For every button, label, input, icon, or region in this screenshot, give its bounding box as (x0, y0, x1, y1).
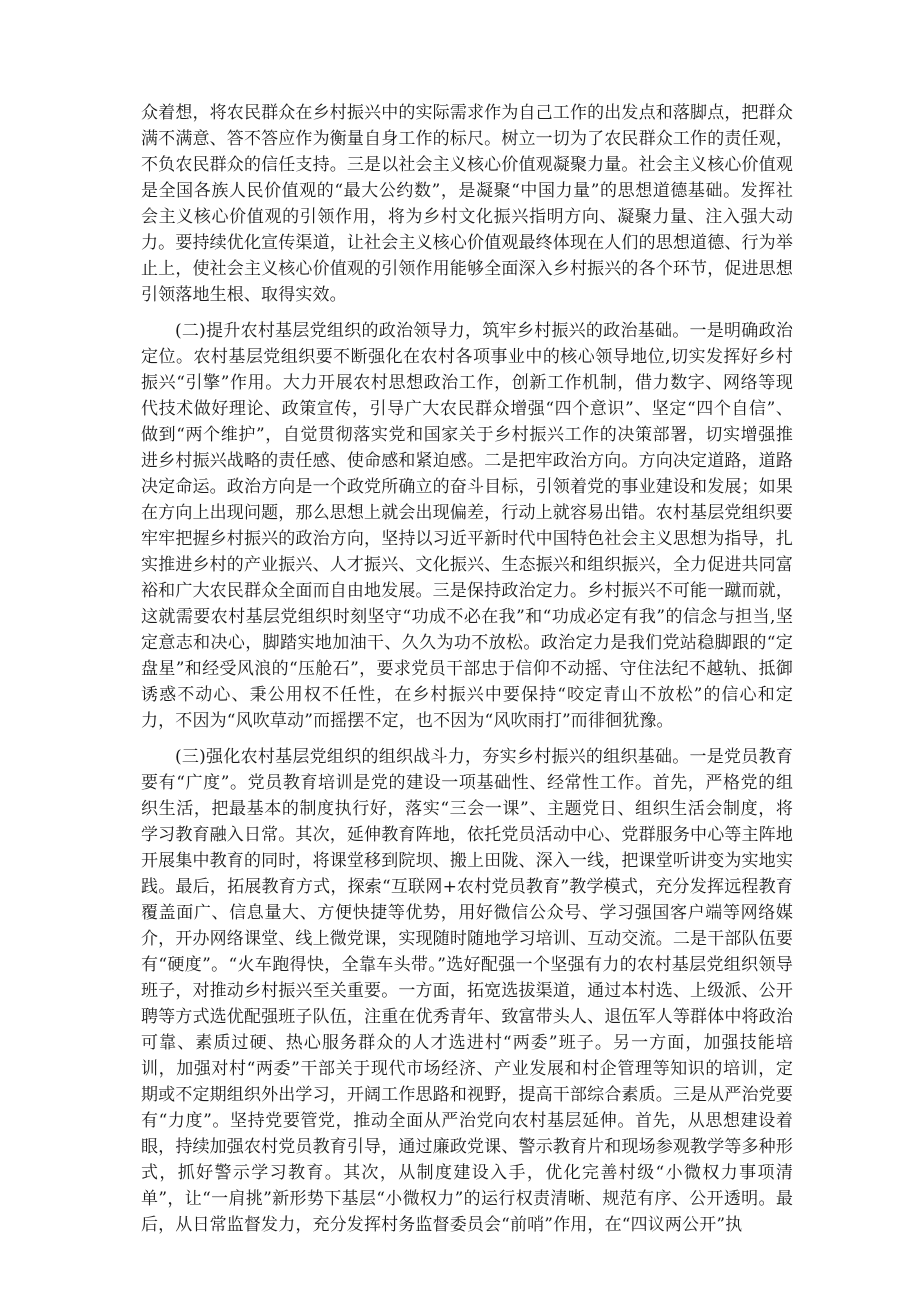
paragraph-section-three: (三)强化农村基层党组织的组织战斗力，夯实乡村振兴的组织基础。一是党员教育要有“广度”。党员教育培训是党的建设一项基础性、经常性工作。首先，严格党的组织生活，把最基本的制度执行好，落实“三会一课”、主题党日、组织生活会制度，将学习教育融入日常。其次，延伸教育阵地，依托党员活动中心、党群服务中心等主阵地开展集中教育的同时，将课堂移到院坝、搬上田陇、深入一线，把课堂听讲变为实地实践。最后，拓展教育方式，探索“互联网+农村党员教育”教学模式，充分发挥远程教育覆盖面广、信息量大、方便快捷等优势，用好微信公众号、学习强国客户端等网络媒介，开办网络课堂、线上微党课，实现随时随地学习培训、互动交流。二是干部队伍要有“硬度”。“火车跑得快，全靠车头带。”选好配强一个坚强有力的农村基层党组织领导班子，对推动乡村振兴至关重要。一方面，拓宽选拔渠道，通过本村选、上级派、公开聘等方式选优配强班子队伍，注重在优秀青年、致富带头人、退伍军人等群体中将政治可靠、素质过硬、热心服务群众的人才选进村“两委”班子。另一方面，加强技能培训，加强对村“两委”干部关于现代市场经济、产业发展和村企管理等知识的培训，定期或不定期组织外出学习，开阔工作思路和视野，提高干部综合素质。三是从严治党要有“力度”。坚持党要管党，推动全面从严治党向农村基层延伸。首先，从思想建设着眼，持续加强农村党员教育引导，通过廉政党课、警示教育片和现场参观教学等多种形式，抓好警示学习教育。其次，从制度建设入手，优化完善村级“小微权力事项清单”，让“一肩挑”新形势下基层“小微权力”的运行权责清晰、规范有序、公开透明。最后，从日常监督发力，充分发挥村务监督委员会“前哨”作用，在“四议两公开”执 (141, 747, 793, 1235)
paragraph-section-two: (二)提升农村基层党组织的政治领导力，筑牢乡村振兴的政治基础。一是明确政治定位。农村基层党组织要不断强化在农村各项事业中的核心领导地位,切实发挥好乡村振兴“引擎”作用。大力开展农村思想政治工作，创新工作机制，借力数字、网络等现代技术做好理论、政策宣传，引导广大农民群众增强“四个意识”、坚定“四个自信”、做到“两个维护”，自觉贯彻落实党和国家关于乡村振兴工作的决策部署，切实增强推进乡村振兴战略的责任感、使命感和紧迫感。二是把牢政治方向。方向决定道路，道路决定命运。政治方向是一个政党所确立的奋斗目标，引领着党的事业建设和发展；如果在方向上出现问题，那么思想上就会出现偏差，行动上就容易出错。农村基层党组织要牢牢把握乡村振兴的政治方向，坚持以习近平新时代中国特色社会主义思想为指导，扎实推进乡村的产业振兴、人才振兴、文化振兴、生态振兴和组织振兴，全力促进共同富裕和广大农民群众全面而自由地发展。三是保持政治定力。乡村振兴不可能一蹴而就，这就需要农村基层党组织时刻坚守“功成不必在我”和“功成必定有我”的信念与担当,坚定意志和决心，脚踏实地加油干、久久为功不放松。政治定力是我们党站稳脚跟的“定盘星”和经受风浪的“压舱石”，要求党员干部忠于信仰不动摇、守住法纪不越轨、抵御诱惑不动心、秉公用权不任性，在乡村振兴中要保持“咬定青山不放松”的信心和定力，不因为“风吹草动”而摇摆不定，也不因为“风吹雨打”而徘徊犹豫。 (141, 321, 793, 731)
paragraph-continuation: 众着想，将农民群众在乡村振兴中的实际需求作为自己工作的出发点和落脚点，把群众满不满意、答不答应作为衡量自身工作的标尺。树立一切为了农民群众工作的责任观，不负农民群众的信任支持。三是以社会主义核心价值观凝聚力量。社会主义核心价值观是全国各族人民价值观的“最大公约数”，是凝聚“中国力量”的思想道德基础。发挥社会主义核心价值观的引领作用，将为乡村文化振兴指明方向、凝聚力量、注入强大动力。要持续优化宣传渠道，让社会主义核心价值观最终体现在人们的思想道德、行为举止上，使社会主义核心价值观的引领作用能够全面深入乡村振兴的各个环节，促进思想引领落地生根、取得实效。 (141, 103, 793, 305)
document-body (141, 100, 793, 1238)
